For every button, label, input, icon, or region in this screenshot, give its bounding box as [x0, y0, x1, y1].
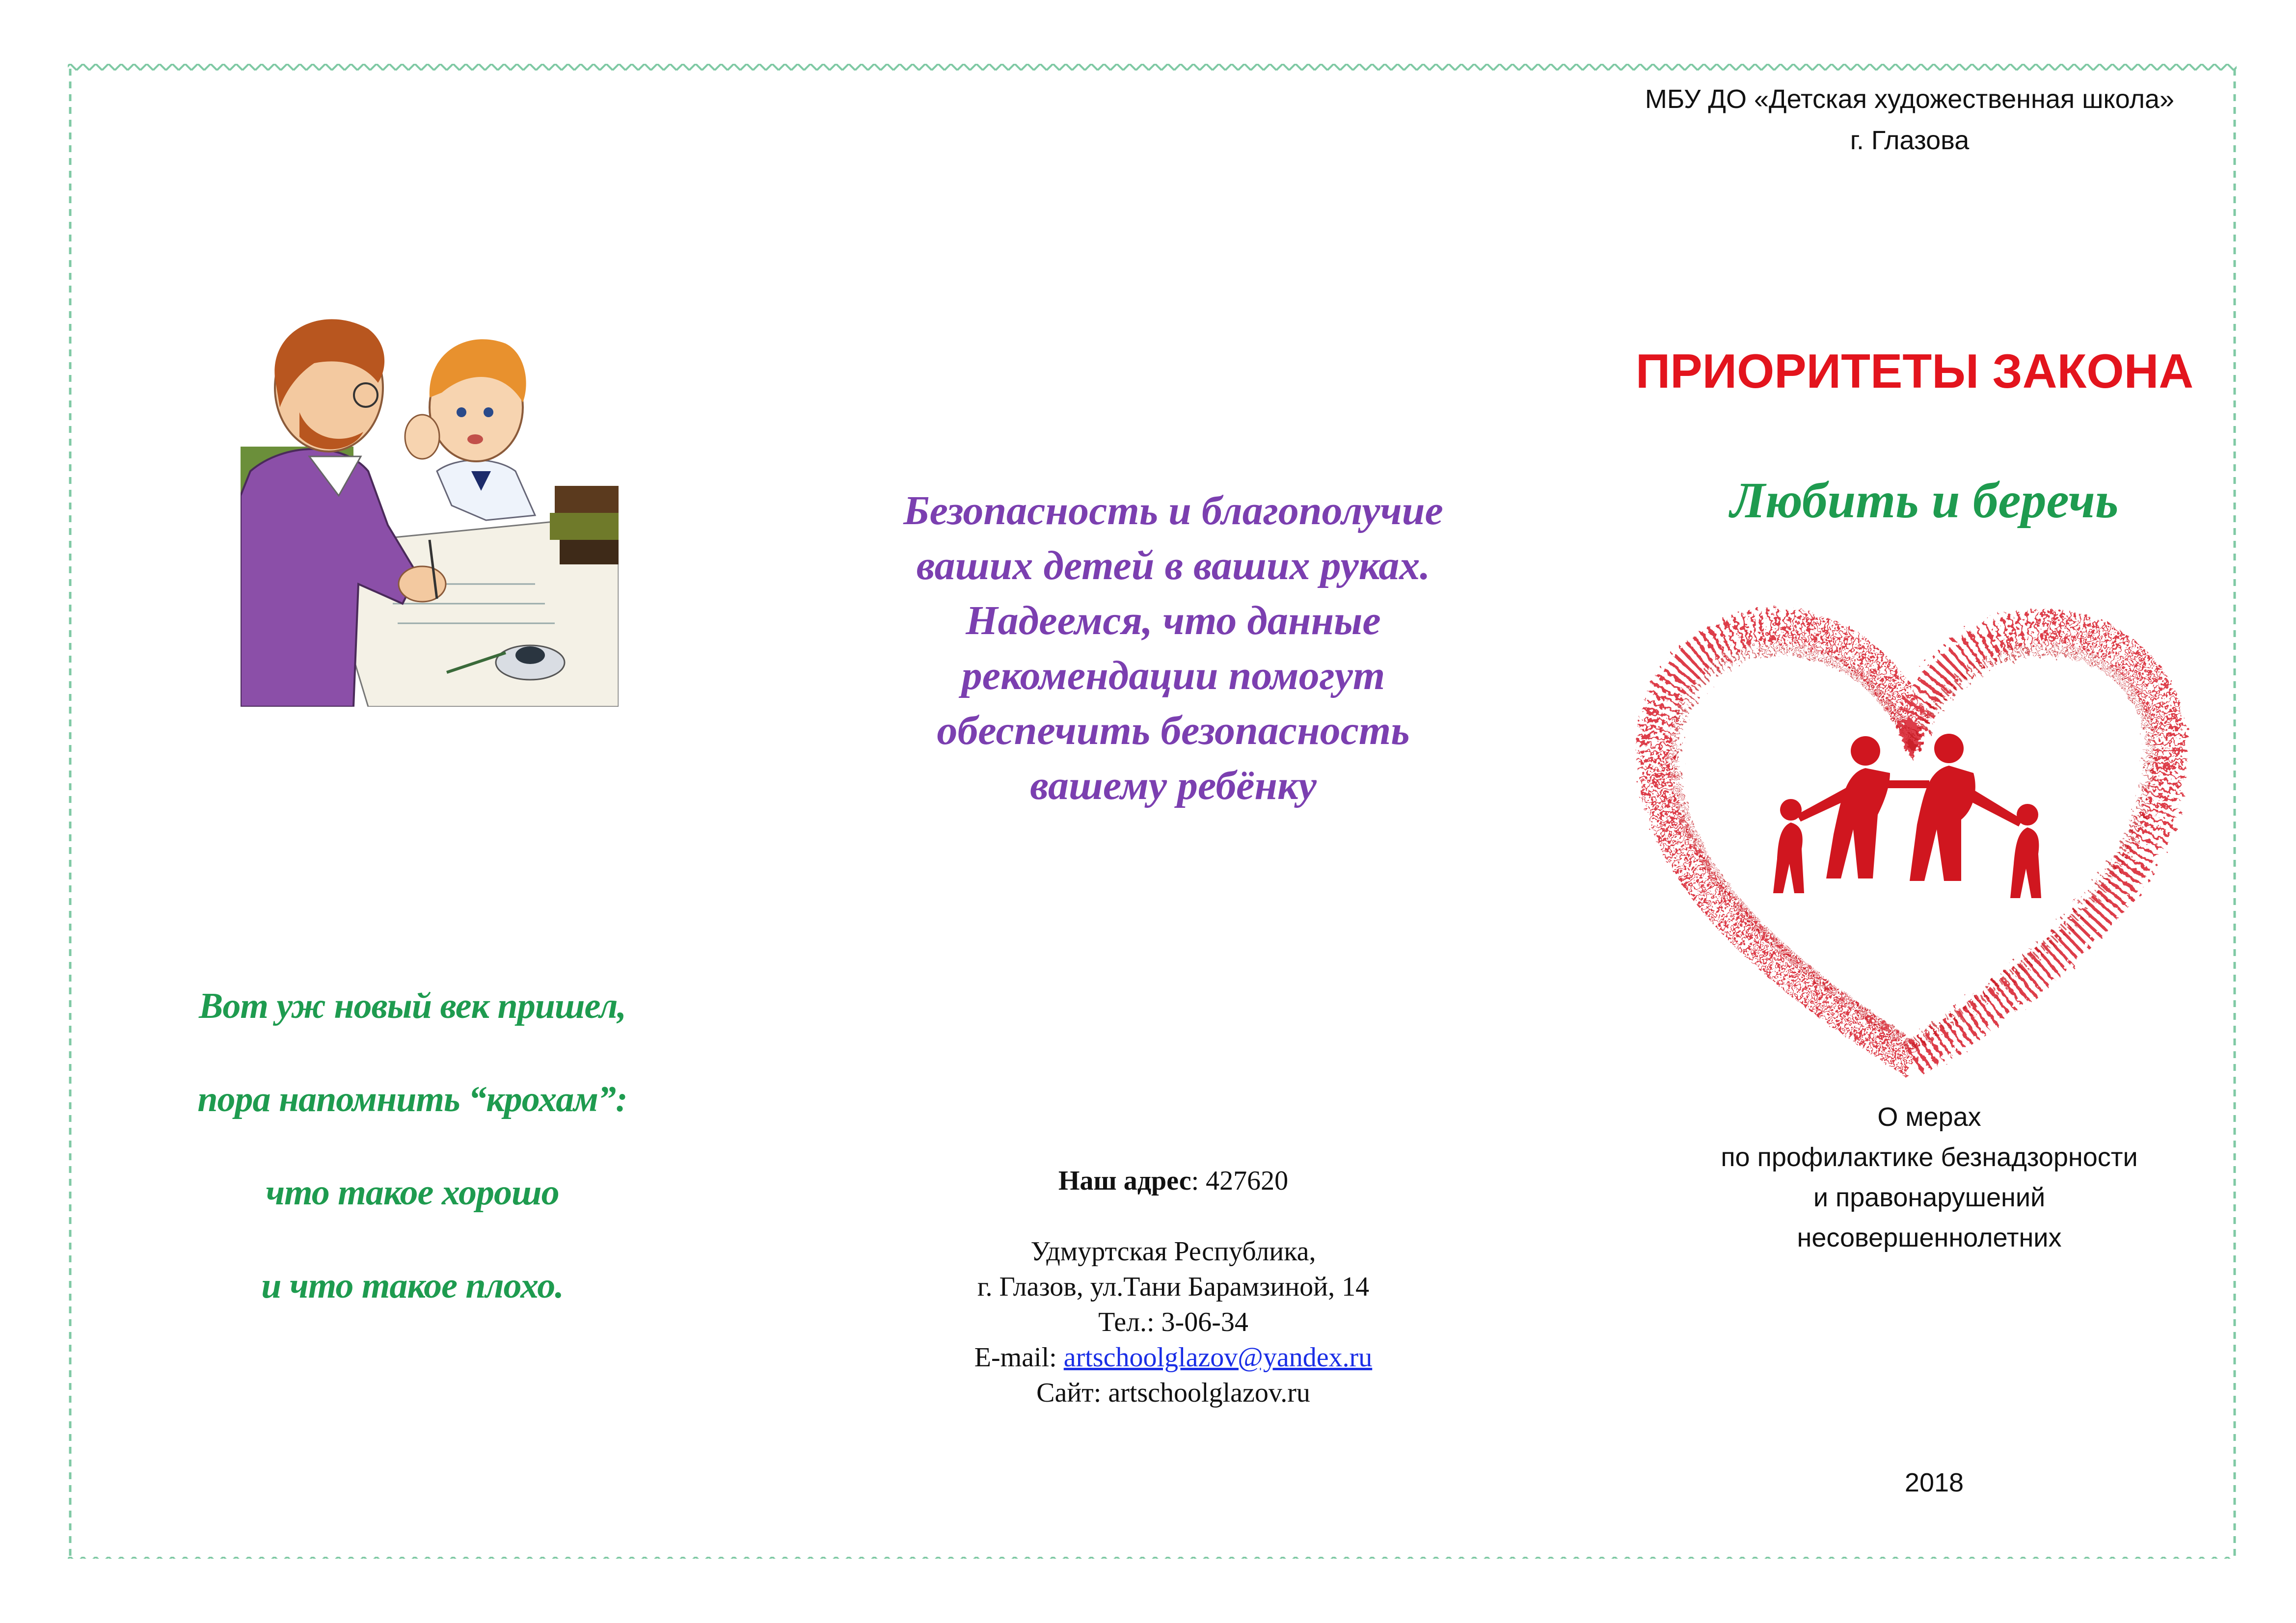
- address-street: г. Глазов, ул.Тани Барамзиной, 14: [977, 1272, 1370, 1302]
- poem-line-3: что такое хорошо: [266, 1172, 559, 1213]
- address-label: Наш адрес: [1058, 1166, 1191, 1196]
- org-line-1: МБУ ДО «Детская художественная школа»: [1645, 84, 2175, 114]
- poem-line-1: Вот уж новый век пришел,: [199, 986, 626, 1026]
- org-line-2: г. Глазова: [1850, 126, 1970, 155]
- measures-line-3: и правонарушений: [1813, 1183, 2046, 1212]
- measures-line-2: по профилактике безнадзорности: [1721, 1143, 2138, 1172]
- measures-line-4: несовершеннолетних: [1797, 1223, 2062, 1252]
- measures-text: [1620, 1097, 2239, 1258]
- address-postcode: : 427620: [1191, 1166, 1289, 1196]
- father-and-son-illustration: [241, 309, 619, 707]
- safety-line-6: вашему ребёнку: [1030, 763, 1317, 808]
- address-spacer: [879, 1198, 1468, 1234]
- safety-line-3: Надеемся, что данные: [966, 598, 1381, 643]
- family-figures: [1773, 734, 2041, 898]
- safety-line-2: ваших детей в ваших руках.: [916, 543, 1431, 588]
- safety-line-5: обеспечить безопасность: [937, 708, 1410, 753]
- address-region: Удмуртская Республика,: [1030, 1236, 1316, 1267]
- email-link[interactable]: artschoolglazov@yandex.ru: [1063, 1342, 1373, 1373]
- organization-name: [1571, 79, 2248, 161]
- email-label: E-mail:: [974, 1342, 1064, 1373]
- poem-line-4: и что такое плохо.: [261, 1266, 564, 1306]
- address-block: [879, 1163, 1468, 1410]
- measures-line-1: О мерах: [1877, 1102, 1981, 1132]
- heart-family-illustration: [1635, 604, 2189, 1080]
- address-phone: Тел.: 3-06-34: [1098, 1307, 1248, 1337]
- address-email-row: [879, 1340, 1468, 1375]
- safety-line-4: рекомендации помогут: [961, 653, 1385, 698]
- poem-line-2: пора напомнить “крохам”:: [197, 1079, 627, 1119]
- address-site: Сайт: artschoolglazov.ru: [1036, 1378, 1310, 1408]
- year: 2018: [1904, 1468, 1964, 1497]
- poem: [147, 959, 677, 1332]
- safety-line-1: Безопасность и благополучие: [903, 488, 1443, 533]
- leaflet-subtitle: Любить и беречь: [1730, 472, 2119, 529]
- safety-message: [835, 483, 1512, 813]
- leaflet-title: ПРИОРИТЕТЫ ЗАКОНА: [1635, 344, 2194, 398]
- address-heading: [879, 1163, 1468, 1198]
